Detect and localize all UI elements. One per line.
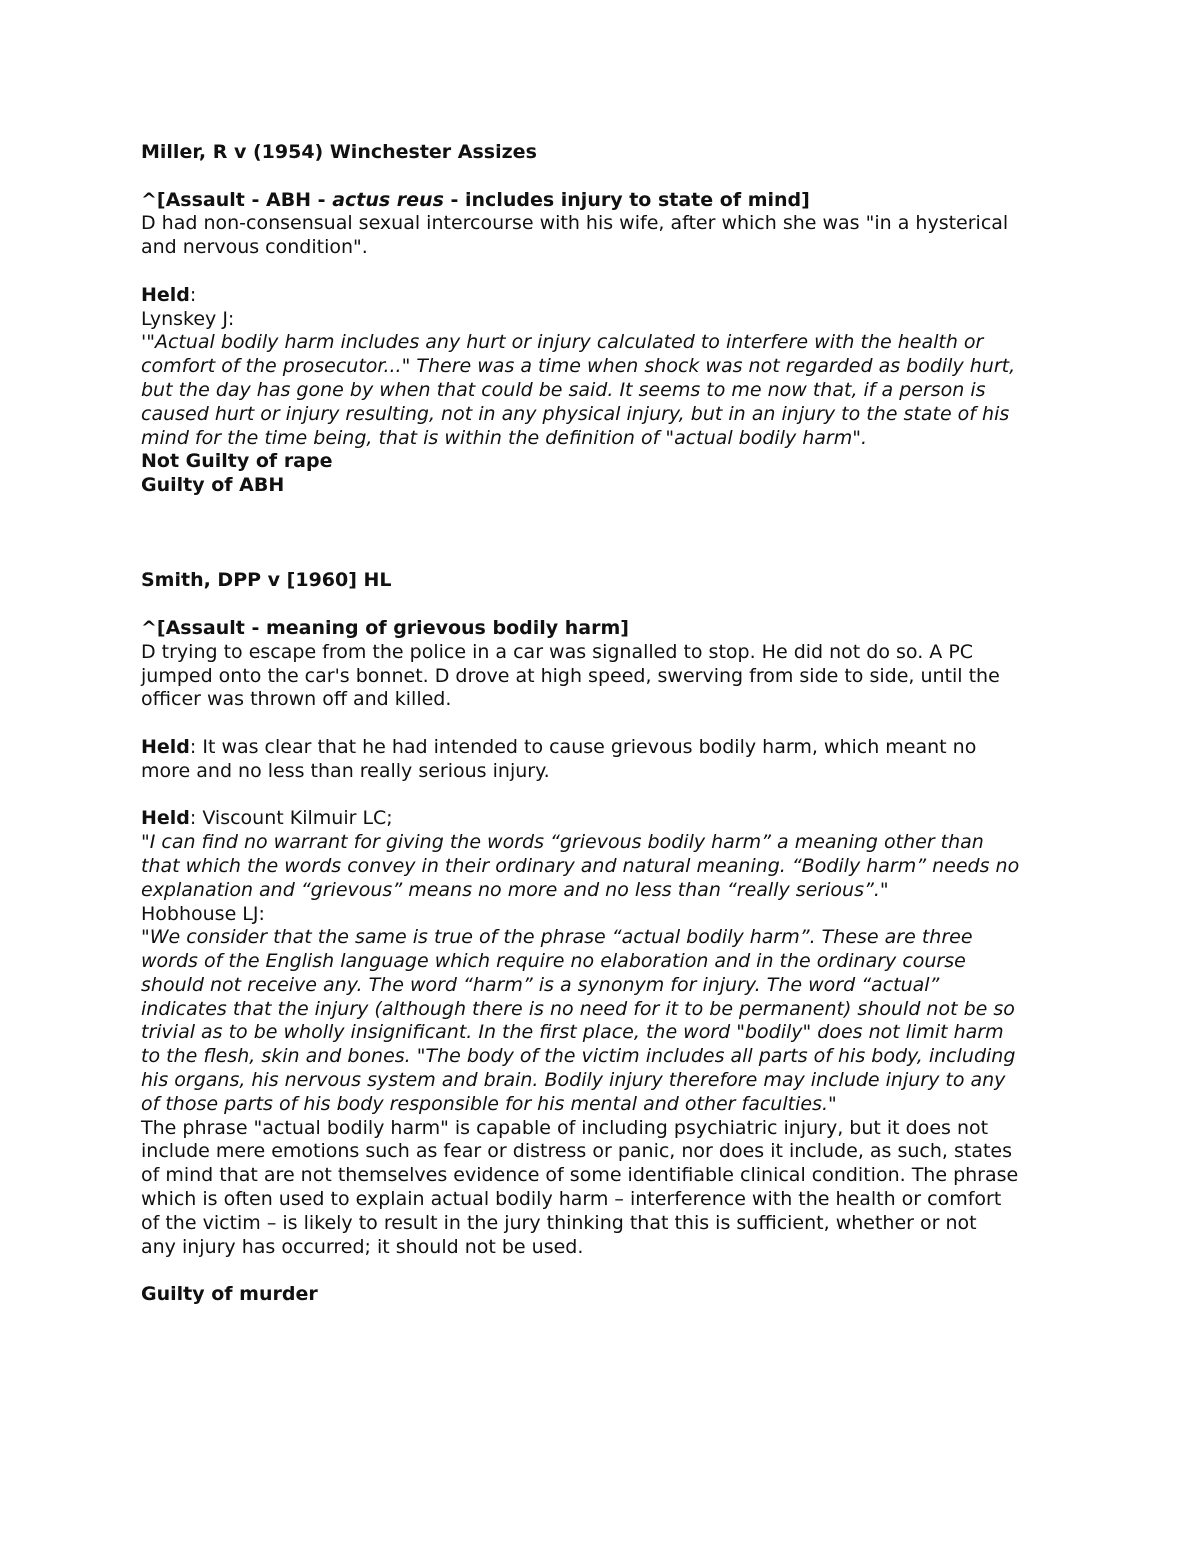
held-colon: : — [189, 283, 197, 306]
commentary-line: any injury has occurred; it should not be used. — [141, 1235, 584, 1258]
case-tag-miller — [141, 189, 1080, 213]
quote-line: to the flesh, skin and bones. "The body of the victim includes all parts of his body, including — [141, 1045, 1016, 1068]
quote-line: words of the English language which require no elaboration and in the ordinary course — [141, 950, 966, 973]
quote-line: that which the words convey in their ordinary and natural meaning. “Bodily harm” needs no — [141, 854, 1020, 877]
facts-line: officer was thrown off and killed. — [141, 688, 452, 711]
quote-line: '"Actual bodily harm includes any hurt or injury calculated to interfere with the health or — [141, 331, 984, 354]
held-heading — [141, 807, 1080, 831]
commentary-line: The phrase "actual bodily harm" is capable of including psychiatric injury, but it does not — [141, 1116, 989, 1139]
case-tag-prefix: ^[Assault - ABH - — [141, 188, 333, 211]
quote-line: but the day has gone by when that could be said. It seems to me now that, if a person is — [141, 378, 986, 401]
judge-name: Hobhouse LJ: — [141, 902, 265, 925]
case-tag-italic: actus reus — [332, 188, 444, 211]
held-label: Held — [141, 735, 190, 758]
facts-line: D trying to escape from the police in a car was signalled to stop. He did not do so. A PC — [141, 640, 974, 663]
held-label: Held — [141, 283, 190, 306]
case-tag-suffix: - includes injury to state of mind] — [443, 188, 810, 211]
case-title-miller: Miller, R v (1954) Winchester Assizes — [141, 141, 537, 163]
held-text-line: more and no less than really serious injury. — [141, 759, 550, 782]
quote-line: of those parts of his body responsible for his mental and other faculties." — [141, 1092, 837, 1115]
quote-line: caused hurt or injury resulting, not in any physical injury, but in an injury to the state of his — [141, 402, 1010, 425]
quote-line: explanation and “grievous” means no more and no less than “really serious”." — [141, 878, 889, 901]
quote-line: should not receive any. The word “harm” is a synonym for injury. The word “actual” — [141, 973, 940, 996]
commentary-line: include mere emotions such as fear or distress or panic, nor does it include, as such, states — [141, 1140, 1013, 1163]
commentary-line: which is often used to explain actual bodily harm – interference with the health or comfort — [141, 1188, 1002, 1211]
case-tag-smith: ^[Assault - meaning of grievous bodily harm] — [141, 616, 629, 639]
quote-line: trivial as to be wholly insignificant. In the first place, the word "bodily" does not limit harm — [141, 1021, 1004, 1044]
verdict: Not Guilty of rape — [141, 450, 333, 473]
quote-line: his organs, his nervous system and brain. Bodily injury therefore may include injury to any — [141, 1069, 1006, 1092]
facts-line: and nervous condition". — [141, 236, 368, 259]
quote-line: mind for the time being, that is within the definition of "actual bodily harm". — [141, 426, 868, 449]
quote-line: "We consider that the same is true of the phrase “actual bodily harm”. These are three — [141, 926, 973, 949]
held-text: : It was clear that he had intended to cause grievous bodily harm, which meant no — [189, 735, 977, 758]
facts-line: jumped onto the car's bonnet. D drove at high speed, swerving from side to side, until the — [141, 664, 1000, 687]
judge-name: Lynskey J: — [141, 307, 235, 330]
commentary-line: of the victim – is likely to result in the jury thinking that this is sufficient, whether or not — [141, 1211, 977, 1234]
quote-line: "I can find no warrant for giving the words “grievous bodily harm” a meaning other than — [141, 831, 984, 854]
held-text: : Viscount Kilmuir LC; — [189, 807, 393, 830]
verdict: Guilty of ABH — [141, 474, 285, 497]
commentary-line: of mind that are not themselves evidence of some identifiable clinical condition. The phrase — [141, 1164, 1019, 1187]
case-title-smith: Smith, DPP v [1960] HL — [141, 569, 392, 592]
held-paragraph — [141, 736, 1080, 760]
held-label: Held — [141, 807, 190, 830]
held-heading — [141, 284, 1080, 308]
quote-line: comfort of the prosecutor..." There was a time when shock was not regarded as bodily hurt, — [141, 355, 1016, 378]
facts-line: D had non-consensual sexual intercourse with his wife, after which she was "in a hysterical — [141, 212, 1009, 235]
verdict: Guilty of murder — [141, 1283, 318, 1306]
quote-line: indicates that the injury (although there is no need for it to be permanent) should not be so — [141, 997, 1015, 1020]
